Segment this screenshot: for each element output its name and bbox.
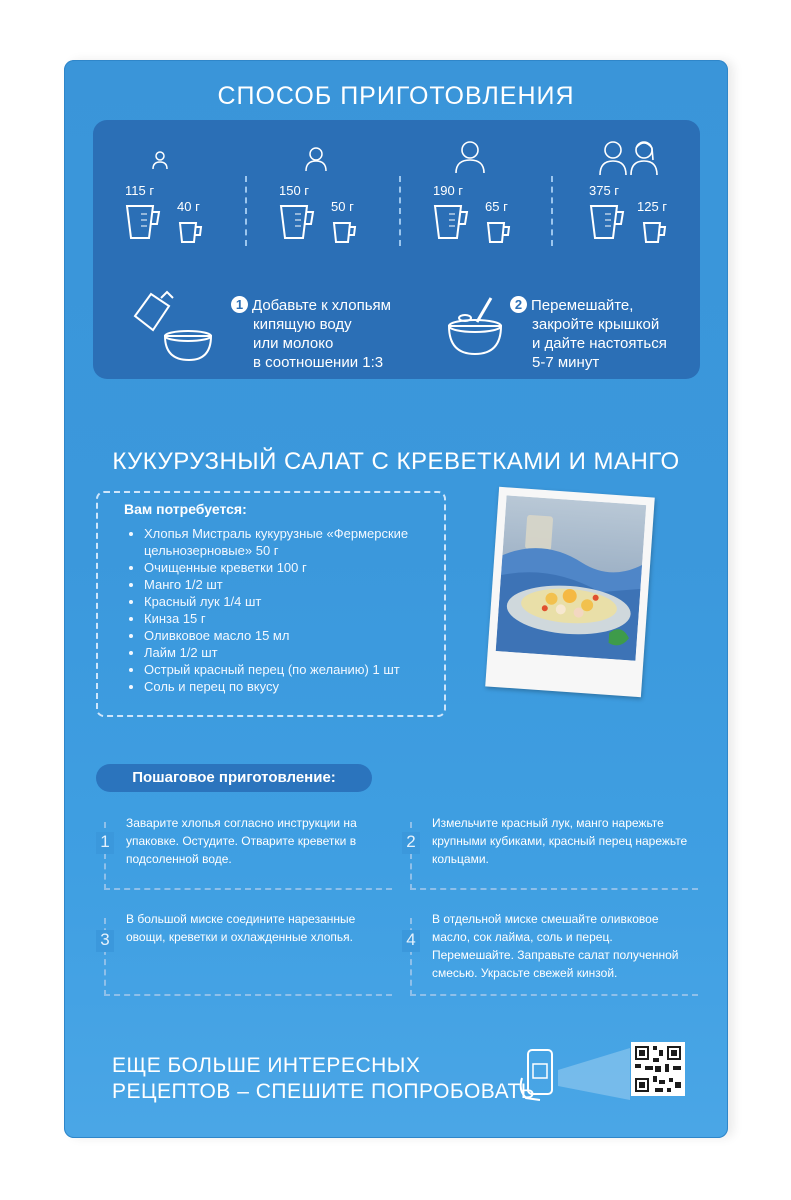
step-number: 4: [402, 930, 420, 952]
ingredient-item: • Кинза 15 г: [144, 610, 434, 627]
step-text: В большой миске соедините нарезанные овощи, креветки и охлажденные хлопья.: [126, 912, 356, 944]
method-step-2: 2 Перемешайте, закройте крышкой и дайте настояться 5-7 минут: [510, 296, 710, 372]
step-number: 3: [96, 930, 114, 952]
step-number: 1: [231, 296, 248, 313]
flakes-amount: 115 г: [125, 183, 155, 198]
ingredients-box: [96, 491, 446, 717]
step-number: 2: [510, 296, 527, 313]
person-icon: [305, 146, 327, 172]
portion-1: [121, 140, 271, 250]
ingredient-item: • Соль и перец по вкусу: [144, 678, 434, 695]
method-title: СПОСОБ ПРИГОТОВЛЕНИЯ: [217, 82, 575, 110]
liquid-amount: 125 г: [637, 199, 668, 214]
small-cup-icon: [641, 220, 667, 244]
ingredient-item: • Оливковое масло 15 мл: [144, 627, 434, 644]
portion-4: [585, 140, 728, 250]
person-icon: [151, 150, 169, 170]
step-number: 1: [96, 832, 114, 854]
ingredient-item: • Манго 1/2 шт: [144, 576, 434, 593]
recipe-step-1: [100, 816, 392, 890]
ingredient-item: • Очищенные креветки 100 г: [144, 559, 434, 576]
step-text: Измельчите красный лук, манго нарежьте крупными кубиками, красный перец нарежьте кольцами.: [432, 816, 688, 866]
pour-into-bowl-icon: [131, 290, 213, 364]
person-icon: [455, 140, 485, 174]
portion-3: [429, 140, 579, 250]
divider: [551, 176, 553, 246]
flakes-amount: 150 г: [279, 183, 310, 198]
step-text: Заварите хлопья согласно инструкции на упаковке. Остудите. Отварите креветки в подсоленной воде.: [126, 816, 357, 866]
ingredients-title: Вам потребуется:: [124, 501, 247, 517]
method-step-1: 1 Добавьте к хлопьям кипящую воду или молоко в соотношении 1:3: [231, 296, 441, 372]
footer-text: [112, 1053, 535, 1105]
qr-code[interactable]: [631, 1042, 685, 1096]
recipe-title: КУКУРУЗНЫЙ САЛАТ С КРЕВЕТКАМИ И МАНГО: [112, 448, 680, 475]
method-panel: [93, 120, 700, 379]
portion-2: [275, 140, 425, 250]
steps-title: Пошаговое приготовление:: [132, 769, 336, 786]
ingredient-item: • Красный лук 1/4 шт: [144, 593, 434, 610]
bowl-with-spoon-icon: [445, 296, 505, 360]
step-text: В отдельной миске смешайте оливковое масло, сок лайма, соль и перец. Перемешайте. Заправьте салат полученной смесью. Украсьте свежей кинзой.: [432, 912, 679, 980]
two-persons-icon: [599, 140, 659, 176]
salad-image: [496, 495, 647, 660]
flakes-amount: 375 г: [589, 183, 620, 198]
small-cup-icon: [485, 220, 511, 244]
liquid-amount: 65 г: [485, 199, 508, 214]
salad-photo: [485, 487, 655, 697]
step-number: 2: [402, 832, 420, 854]
measuring-cup-icon: [429, 202, 469, 242]
recipe-step-2: [406, 816, 698, 890]
measuring-cup-icon: [121, 202, 161, 242]
recipe-step-4: [406, 912, 698, 996]
small-cup-icon: [331, 220, 357, 244]
divider: [399, 176, 401, 246]
ingredient-item: • Лайм 1/2 шт: [144, 644, 434, 661]
divider: [245, 176, 247, 246]
liquid-amount: 40 г: [177, 199, 200, 214]
footer-line-1: ЕЩЕ БОЛЬШЕ ИНТЕРЕСНЫХ: [112, 1054, 421, 1077]
ingredient-item: • Хлопья Мистраль кукурузные «Фермерские цельнозерновые» 50 г: [144, 525, 434, 559]
steps-title-pill: [96, 764, 372, 792]
ingredients-list: [98, 525, 434, 695]
liquid-amount: 50 г: [331, 199, 354, 214]
small-cup-icon: [177, 220, 203, 244]
footer-line-2: РЕЦЕПТОВ – СПЕШИТЕ ПОПРОБОВАТЬ: [112, 1080, 536, 1103]
measuring-cup-icon: [585, 202, 625, 242]
package-back: [64, 60, 728, 1138]
qr-code-icon: [631, 1042, 685, 1096]
ingredient-item: • Острый красный перец (по желанию) 1 шт: [144, 661, 434, 678]
recipe-step-3: [100, 912, 392, 996]
flakes-amount: 190 г: [433, 183, 464, 198]
measuring-cup-icon: [275, 202, 315, 242]
